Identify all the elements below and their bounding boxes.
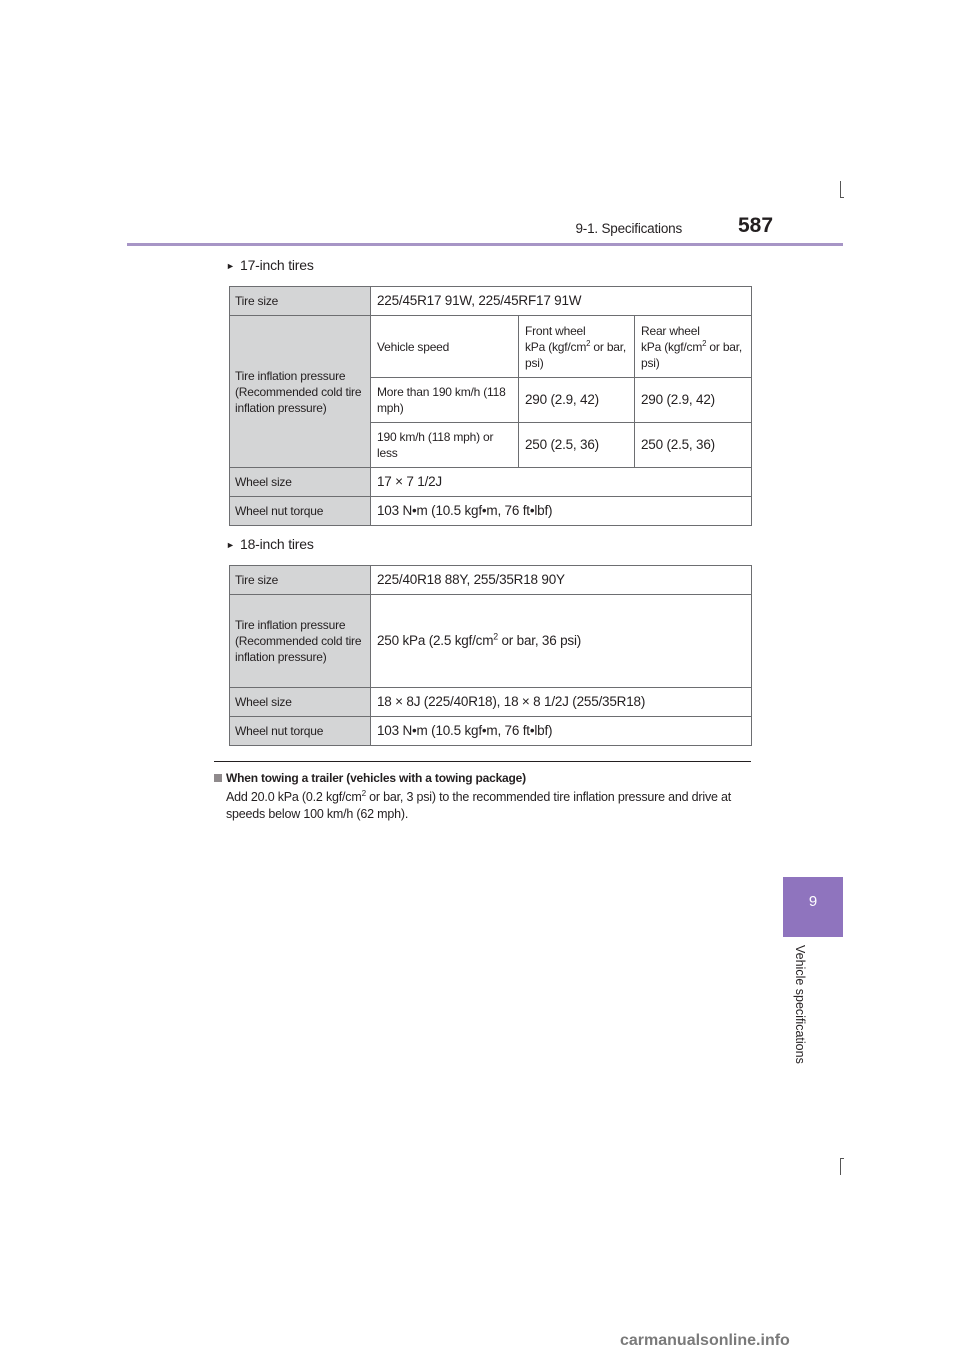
superscript: 2: [361, 788, 366, 798]
front-pressure-low: 250 (2.5, 36): [519, 423, 635, 468]
col-front-line3: or bar, psi): [525, 339, 627, 370]
note-divider: [214, 761, 751, 762]
col-rear-line1: Rear wheel: [641, 323, 700, 338]
table-17-inch: [229, 286, 752, 526]
tire-size-label: Tire size: [230, 566, 371, 595]
speed-high: More than 190 km/h (118 mph): [371, 378, 519, 423]
nut-torque-value: 103 N•m (10.5 kgf•m, 76 ft•lbf): [371, 717, 752, 746]
speed-low: 190 km/h (118 mph) or less: [371, 423, 519, 468]
nut-torque-value: 103 N•m (10.5 kgf•m, 76 ft•lbf): [371, 497, 752, 526]
table-row: [230, 688, 752, 717]
chapter-number: 9: [808, 893, 818, 910]
col-front-wheel: [519, 316, 635, 378]
crop-mark-top: [840, 181, 841, 198]
inflation-value: [371, 595, 752, 688]
col-vehicle-speed: Vehicle speed: [371, 316, 519, 378]
col-rear-line3: or bar, psi): [641, 339, 743, 370]
watermark: carmanualsonline.info: [620, 1332, 790, 1349]
table-row: [230, 717, 752, 746]
superscript: 2: [493, 631, 498, 642]
tire-size-value: 225/40R18 88Y, 255/35R18 90Y: [371, 566, 752, 595]
nut-torque-label: Wheel nut torque: [230, 717, 371, 746]
inflation-label: Tire inflation pressure (Recommended cold tire inflation pressure): [230, 595, 371, 688]
crop-mark-bottom-foot: [840, 1158, 844, 1159]
table-row: [230, 287, 752, 316]
superscript: 2: [702, 338, 707, 348]
heading-17-inch-text: 17-inch tires: [240, 257, 314, 273]
note-body: [226, 789, 751, 823]
crop-mark-top-foot: [840, 197, 844, 198]
arrow-right-icon: ►: [226, 261, 235, 271]
nut-torque-label: Wheel nut torque: [230, 497, 371, 526]
col-rear-wheel: [635, 316, 752, 378]
inflation-label: Tire inflation pressure (Recommended cold tire inflation pressure): [230, 316, 371, 468]
note-body-a: Add 20.0 kPa (0.2 kgf/cm: [226, 790, 362, 804]
arrow-right-icon: ►: [226, 540, 235, 550]
table-row: [230, 595, 752, 688]
col-front-line1: Front wheel: [525, 323, 586, 338]
section-title: 9-1. Specifications: [575, 221, 682, 236]
header-rule: [127, 243, 843, 246]
page-number: 587: [738, 214, 774, 237]
heading-18-inch-text: 18-inch tires: [240, 536, 314, 552]
heading-17-inch: [226, 257, 314, 273]
tire-size-value: 225/45R17 91W, 225/45RF17 91W: [371, 287, 752, 316]
inflation-value-b: or bar, 36 psi): [497, 633, 582, 648]
table-row: [230, 497, 752, 526]
note-body-b: or bar, 3 psi) to the recommended tire inflation pressure and drive at speeds below 100 km/h (62 mph).: [226, 790, 732, 821]
chapter-tab: [783, 877, 843, 937]
front-pressure-high: 290 (2.9, 42): [519, 378, 635, 423]
rear-pressure-high: 290 (2.9, 42): [635, 378, 752, 423]
rear-pressure-low: 250 (2.5, 36): [635, 423, 752, 468]
table-row: [230, 316, 752, 378]
heading-18-inch: [226, 536, 314, 552]
wheel-size-value: 18 × 8J (225/40R18), 18 × 8 1/2J (255/35R18): [371, 688, 752, 717]
table-row: [230, 468, 752, 497]
col-rear-line2: kPa (kgf/cm: [641, 339, 703, 354]
inflation-value-a: 250 kPa (2.5 kgf/cm: [377, 633, 494, 648]
wheel-size-value: 17 × 7 1/2J: [371, 468, 752, 497]
wheel-size-label: Wheel size: [230, 688, 371, 717]
wheel-size-label: Wheel size: [230, 468, 371, 497]
note-heading: [214, 771, 526, 785]
chapter-title: Vehicle specifications: [793, 945, 807, 1064]
note-heading-text: When towing a trailer (vehicles with a towing package): [226, 771, 526, 785]
square-bullet-icon: [214, 774, 222, 782]
crop-mark-bottom: [840, 1158, 841, 1175]
col-front-line2: kPa (kgf/cm: [525, 339, 587, 354]
superscript: 2: [586, 338, 591, 348]
tire-size-label: Tire size: [230, 287, 371, 316]
table-row: [230, 566, 752, 595]
table-18-inch: [229, 565, 752, 746]
